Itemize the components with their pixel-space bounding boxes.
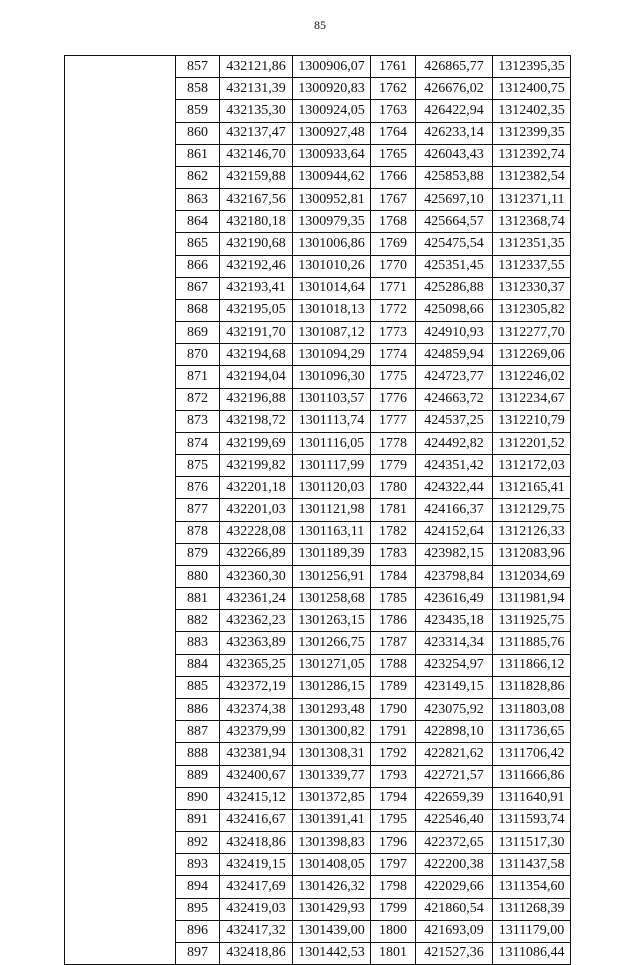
cell-point-number-left: 894 bbox=[176, 876, 220, 898]
cell-point-number-right: 1762 bbox=[371, 78, 416, 100]
cell-point-number-left: 867 bbox=[176, 277, 220, 299]
cell-point-number-right: 1782 bbox=[371, 521, 416, 543]
cell-y-right: 1312351,35 bbox=[493, 233, 571, 255]
cell-x-right: 424351,42 bbox=[416, 455, 493, 477]
cell-y-right: 1311640,91 bbox=[493, 787, 571, 809]
cell-x-left: 432360,30 bbox=[220, 565, 293, 587]
cell-point-number-left: 866 bbox=[176, 255, 220, 277]
cell-x-left: 432419,03 bbox=[220, 898, 293, 920]
cell-x-right: 425098,66 bbox=[416, 299, 493, 321]
cell-x-right: 421860,54 bbox=[416, 898, 493, 920]
cell-point-number-left: 859 bbox=[176, 100, 220, 122]
cell-point-number-right: 1772 bbox=[371, 299, 416, 321]
cell-y-right: 1312330,37 bbox=[493, 277, 571, 299]
cell-point-number-right: 1768 bbox=[371, 211, 416, 233]
cell-x-left: 432372,19 bbox=[220, 676, 293, 698]
cell-point-number-left: 865 bbox=[176, 233, 220, 255]
cell-y-right: 1312083,96 bbox=[493, 543, 571, 565]
cell-x-right: 425853,88 bbox=[416, 166, 493, 188]
cell-y-right: 1311925,75 bbox=[493, 610, 571, 632]
coordinates-table-body bbox=[65, 56, 571, 965]
cell-x-left: 432195,05 bbox=[220, 299, 293, 321]
cell-x-left: 432361,24 bbox=[220, 588, 293, 610]
cell-x-right: 422029,66 bbox=[416, 876, 493, 898]
cell-point-number-left: 877 bbox=[176, 499, 220, 521]
cell-x-right: 421527,36 bbox=[416, 942, 493, 964]
cell-x-left: 432379,99 bbox=[220, 721, 293, 743]
cell-y-right: 1312277,70 bbox=[493, 322, 571, 344]
cell-point-number-right: 1800 bbox=[371, 920, 416, 942]
cell-x-right: 425664,57 bbox=[416, 211, 493, 233]
cell-x-right: 423798,84 bbox=[416, 565, 493, 587]
cell-y-left: 1301117,99 bbox=[293, 455, 371, 477]
cell-y-left: 1301103,57 bbox=[293, 388, 371, 410]
cell-point-number-left: 896 bbox=[176, 920, 220, 942]
cell-x-right: 426233,14 bbox=[416, 122, 493, 144]
cell-point-number-left: 884 bbox=[176, 654, 220, 676]
cell-point-number-left: 888 bbox=[176, 743, 220, 765]
cell-x-right: 422200,38 bbox=[416, 854, 493, 876]
cell-x-left: 432228,08 bbox=[220, 521, 293, 543]
cell-y-left: 1301339,77 bbox=[293, 765, 371, 787]
cell-x-left: 432198,72 bbox=[220, 410, 293, 432]
cell-y-left: 1301010,26 bbox=[293, 255, 371, 277]
cell-y-right: 1312368,74 bbox=[493, 211, 571, 233]
cell-y-right: 1312269,06 bbox=[493, 344, 571, 366]
cell-x-right: 426043,43 bbox=[416, 144, 493, 166]
cell-y-left: 1301293,48 bbox=[293, 698, 371, 720]
cell-x-right: 425475,54 bbox=[416, 233, 493, 255]
cell-point-number-left: 886 bbox=[176, 698, 220, 720]
cell-point-number-left: 862 bbox=[176, 166, 220, 188]
table-row bbox=[65, 56, 571, 78]
cell-x-right: 424537,25 bbox=[416, 410, 493, 432]
cell-point-number-right: 1795 bbox=[371, 809, 416, 831]
cell-x-right: 422721,57 bbox=[416, 765, 493, 787]
cell-x-left: 432190,68 bbox=[220, 233, 293, 255]
cell-x-right: 424859,94 bbox=[416, 344, 493, 366]
cell-point-number-left: 861 bbox=[176, 144, 220, 166]
cell-x-left: 432363,89 bbox=[220, 632, 293, 654]
cell-x-right: 424723,77 bbox=[416, 366, 493, 388]
cell-y-right: 1311437,58 bbox=[493, 854, 571, 876]
cell-point-number-right: 1783 bbox=[371, 543, 416, 565]
cell-x-left: 432381,94 bbox=[220, 743, 293, 765]
cell-y-right: 1312234,67 bbox=[493, 388, 571, 410]
cell-y-right: 1311828,86 bbox=[493, 676, 571, 698]
cell-y-left: 1301263,15 bbox=[293, 610, 371, 632]
cell-x-right: 422898,10 bbox=[416, 721, 493, 743]
cell-point-number-right: 1788 bbox=[371, 654, 416, 676]
cell-point-number-right: 1775 bbox=[371, 366, 416, 388]
cell-point-number-right: 1789 bbox=[371, 676, 416, 698]
cell-y-right: 1311706,42 bbox=[493, 743, 571, 765]
cell-x-left: 432192,46 bbox=[220, 255, 293, 277]
cell-point-number-left: 869 bbox=[176, 322, 220, 344]
cell-x-right: 422821,62 bbox=[416, 743, 493, 765]
cell-point-number-right: 1796 bbox=[371, 832, 416, 854]
cell-x-left: 432194,68 bbox=[220, 344, 293, 366]
cell-x-left: 432196,88 bbox=[220, 388, 293, 410]
cell-point-number-right: 1764 bbox=[371, 122, 416, 144]
cell-y-right: 1312172,03 bbox=[493, 455, 571, 477]
cell-point-number-left: 890 bbox=[176, 787, 220, 809]
cell-y-left: 1300906,07 bbox=[293, 56, 371, 78]
cell-point-number-left: 893 bbox=[176, 854, 220, 876]
cell-y-left: 1300979,35 bbox=[293, 211, 371, 233]
cell-point-number-right: 1797 bbox=[371, 854, 416, 876]
cell-point-number-right: 1774 bbox=[371, 344, 416, 366]
cell-y-left: 1301426,32 bbox=[293, 876, 371, 898]
coordinates-table bbox=[64, 55, 571, 965]
cell-y-left: 1301271,05 bbox=[293, 654, 371, 676]
cell-point-number-right: 1779 bbox=[371, 455, 416, 477]
cell-y-right: 1311268,39 bbox=[493, 898, 571, 920]
cell-x-left: 432159,88 bbox=[220, 166, 293, 188]
cell-y-left: 1301163,11 bbox=[293, 521, 371, 543]
cell-x-left: 432362,23 bbox=[220, 610, 293, 632]
cell-x-left: 432365,25 bbox=[220, 654, 293, 676]
cell-point-number-left: 885 bbox=[176, 676, 220, 698]
cell-x-right: 424152,64 bbox=[416, 521, 493, 543]
cell-x-left: 432131,39 bbox=[220, 78, 293, 100]
cell-y-right: 1311086,44 bbox=[493, 942, 571, 964]
page-number: 85 bbox=[314, 18, 326, 32]
cell-y-left: 1300933,64 bbox=[293, 144, 371, 166]
cell-y-right: 1312305,82 bbox=[493, 299, 571, 321]
cell-x-left: 432193,41 bbox=[220, 277, 293, 299]
cell-point-number-right: 1787 bbox=[371, 632, 416, 654]
cell-point-number-left: 876 bbox=[176, 477, 220, 499]
cell-point-number-right: 1766 bbox=[371, 166, 416, 188]
cell-y-right: 1312201,52 bbox=[493, 432, 571, 454]
cell-y-right: 1312402,35 bbox=[493, 100, 571, 122]
cell-x-right: 423149,15 bbox=[416, 676, 493, 698]
cell-point-number-left: 864 bbox=[176, 211, 220, 233]
cell-point-number-right: 1780 bbox=[371, 477, 416, 499]
cell-point-number-left: 882 bbox=[176, 610, 220, 632]
cell-point-number-right: 1792 bbox=[371, 743, 416, 765]
cell-x-left: 432400,67 bbox=[220, 765, 293, 787]
cell-y-left: 1301096,30 bbox=[293, 366, 371, 388]
cell-point-number-left: 880 bbox=[176, 565, 220, 587]
cell-point-number-right: 1798 bbox=[371, 876, 416, 898]
cell-point-number-right: 1786 bbox=[371, 610, 416, 632]
cell-x-left: 432146,70 bbox=[220, 144, 293, 166]
cell-point-number-left: 870 bbox=[176, 344, 220, 366]
cell-y-left: 1301094,29 bbox=[293, 344, 371, 366]
cell-x-right: 424910,93 bbox=[416, 322, 493, 344]
cell-point-number-left: 863 bbox=[176, 189, 220, 211]
cell-y-left: 1300944,62 bbox=[293, 166, 371, 188]
cell-point-number-right: 1767 bbox=[371, 189, 416, 211]
cell-y-left: 1301256,91 bbox=[293, 565, 371, 587]
cell-x-right: 422659,39 bbox=[416, 787, 493, 809]
cell-y-right: 1312126,33 bbox=[493, 521, 571, 543]
cell-y-left: 1301439,00 bbox=[293, 920, 371, 942]
cell-y-left: 1300924,05 bbox=[293, 100, 371, 122]
cell-y-left: 1301308,31 bbox=[293, 743, 371, 765]
cell-point-number-right: 1769 bbox=[371, 233, 416, 255]
cell-x-right: 424166,37 bbox=[416, 499, 493, 521]
cell-y-left: 1301121,98 bbox=[293, 499, 371, 521]
cell-point-number-left: 889 bbox=[176, 765, 220, 787]
cell-y-left: 1301286,15 bbox=[293, 676, 371, 698]
cell-point-number-left: 873 bbox=[176, 410, 220, 432]
cell-y-right: 1312392,74 bbox=[493, 144, 571, 166]
cell-y-left: 1300952,81 bbox=[293, 189, 371, 211]
cell-x-left: 432415,12 bbox=[220, 787, 293, 809]
cell-x-right: 423616,49 bbox=[416, 588, 493, 610]
cell-x-right: 422546,40 bbox=[416, 809, 493, 831]
cell-y-left: 1301266,75 bbox=[293, 632, 371, 654]
cell-y-right: 1312337,55 bbox=[493, 255, 571, 277]
cell-y-left: 1301398,83 bbox=[293, 832, 371, 854]
cell-y-left: 1301014,64 bbox=[293, 277, 371, 299]
cell-point-number-left: 897 bbox=[176, 942, 220, 964]
cell-x-left: 432416,67 bbox=[220, 809, 293, 831]
cell-y-right: 1312165,41 bbox=[493, 477, 571, 499]
cell-y-right: 1311354,60 bbox=[493, 876, 571, 898]
cell-point-number-right: 1765 bbox=[371, 144, 416, 166]
cell-point-number-right: 1790 bbox=[371, 698, 416, 720]
cell-y-right: 1311981,94 bbox=[493, 588, 571, 610]
cell-point-number-left: 871 bbox=[176, 366, 220, 388]
cell-x-right: 426676,02 bbox=[416, 78, 493, 100]
cell-x-right: 422372,65 bbox=[416, 832, 493, 854]
cell-x-left: 432135,30 bbox=[220, 100, 293, 122]
cell-x-left: 432194,04 bbox=[220, 366, 293, 388]
cell-y-right: 1312129,75 bbox=[493, 499, 571, 521]
cell-x-left: 432266,89 bbox=[220, 543, 293, 565]
cell-y-right: 1311803,08 bbox=[493, 698, 571, 720]
cell-x-left: 432419,15 bbox=[220, 854, 293, 876]
cell-point-number-left: 879 bbox=[176, 543, 220, 565]
cell-x-right: 423435,18 bbox=[416, 610, 493, 632]
cell-y-right: 1311517,30 bbox=[493, 832, 571, 854]
cell-y-right: 1312382,54 bbox=[493, 166, 571, 188]
cell-point-number-right: 1801 bbox=[371, 942, 416, 964]
cell-point-number-right: 1778 bbox=[371, 432, 416, 454]
cell-y-left: 1301018,13 bbox=[293, 299, 371, 321]
cell-point-number-right: 1784 bbox=[371, 565, 416, 587]
cell-x-right: 426422,94 bbox=[416, 100, 493, 122]
cell-point-number-left: 892 bbox=[176, 832, 220, 854]
cell-y-right: 1311885,76 bbox=[493, 632, 571, 654]
cell-point-number-right: 1776 bbox=[371, 388, 416, 410]
cell-y-left: 1301391,41 bbox=[293, 809, 371, 831]
cell-point-number-right: 1777 bbox=[371, 410, 416, 432]
cell-y-left: 1301120,03 bbox=[293, 477, 371, 499]
cell-x-left: 432191,70 bbox=[220, 322, 293, 344]
cell-point-number-right: 1773 bbox=[371, 322, 416, 344]
cell-x-right: 424492,82 bbox=[416, 432, 493, 454]
cell-y-right: 1312371,11 bbox=[493, 189, 571, 211]
cell-point-number-right: 1761 bbox=[371, 56, 416, 78]
cell-point-number-right: 1770 bbox=[371, 255, 416, 277]
cell-point-number-left: 895 bbox=[176, 898, 220, 920]
cell-y-right: 1311179,00 bbox=[493, 920, 571, 942]
cell-x-right: 421693,09 bbox=[416, 920, 493, 942]
cell-x-left: 432418,86 bbox=[220, 832, 293, 854]
cell-point-number-left: 860 bbox=[176, 122, 220, 144]
cell-y-left: 1301087,12 bbox=[293, 322, 371, 344]
cell-point-number-right: 1794 bbox=[371, 787, 416, 809]
cell-x-left: 432121,86 bbox=[220, 56, 293, 78]
cell-point-number-right: 1771 bbox=[371, 277, 416, 299]
cell-point-number-left: 857 bbox=[176, 56, 220, 78]
cell-point-number-left: 881 bbox=[176, 588, 220, 610]
cell-x-left: 432417,69 bbox=[220, 876, 293, 898]
cell-x-left: 432199,82 bbox=[220, 455, 293, 477]
cell-y-right: 1312400,75 bbox=[493, 78, 571, 100]
cell-point-number-left: 875 bbox=[176, 455, 220, 477]
cell-x-right: 423982,15 bbox=[416, 543, 493, 565]
cell-y-left: 1301408,05 bbox=[293, 854, 371, 876]
cell-y-right: 1312210,79 bbox=[493, 410, 571, 432]
blank-merged-cell bbox=[65, 56, 176, 965]
cell-y-left: 1301258,68 bbox=[293, 588, 371, 610]
cell-y-right: 1311736,65 bbox=[493, 721, 571, 743]
cell-x-left: 432180,18 bbox=[220, 211, 293, 233]
cell-x-right: 423314,34 bbox=[416, 632, 493, 654]
cell-y-left: 1301372,85 bbox=[293, 787, 371, 809]
cell-y-right: 1312034,69 bbox=[493, 565, 571, 587]
cell-y-left: 1301116,05 bbox=[293, 432, 371, 454]
cell-x-right: 425286,88 bbox=[416, 277, 493, 299]
cell-y-left: 1300920,83 bbox=[293, 78, 371, 100]
cell-point-number-left: 858 bbox=[176, 78, 220, 100]
cell-x-left: 432167,56 bbox=[220, 189, 293, 211]
cell-point-number-right: 1791 bbox=[371, 721, 416, 743]
cell-x-right: 423075,92 bbox=[416, 698, 493, 720]
cell-x-right: 424322,44 bbox=[416, 477, 493, 499]
cell-point-number-left: 883 bbox=[176, 632, 220, 654]
cell-x-right: 423254,97 bbox=[416, 654, 493, 676]
cell-x-right: 425351,45 bbox=[416, 255, 493, 277]
cell-point-number-right: 1763 bbox=[371, 100, 416, 122]
cell-point-number-left: 868 bbox=[176, 299, 220, 321]
cell-y-left: 1300927,48 bbox=[293, 122, 371, 144]
cell-x-left: 432137,47 bbox=[220, 122, 293, 144]
cell-y-right: 1311666,86 bbox=[493, 765, 571, 787]
cell-point-number-right: 1785 bbox=[371, 588, 416, 610]
cell-point-number-left: 887 bbox=[176, 721, 220, 743]
cell-y-left: 1301300,82 bbox=[293, 721, 371, 743]
cell-y-right: 1312246,02 bbox=[493, 366, 571, 388]
cell-x-right: 424663,72 bbox=[416, 388, 493, 410]
cell-point-number-left: 872 bbox=[176, 388, 220, 410]
cell-y-right: 1312399,35 bbox=[493, 122, 571, 144]
cell-y-left: 1301442,53 bbox=[293, 942, 371, 964]
cell-x-left: 432201,03 bbox=[220, 499, 293, 521]
cell-x-right: 425697,10 bbox=[416, 189, 493, 211]
cell-x-left: 432417,32 bbox=[220, 920, 293, 942]
cell-x-left: 432199,69 bbox=[220, 432, 293, 454]
cell-point-number-left: 878 bbox=[176, 521, 220, 543]
cell-y-right: 1311593,74 bbox=[493, 809, 571, 831]
cell-y-right: 1312395,35 bbox=[493, 56, 571, 78]
cell-point-number-right: 1793 bbox=[371, 765, 416, 787]
cell-x-right: 426865,77 bbox=[416, 56, 493, 78]
cell-point-number-right: 1799 bbox=[371, 898, 416, 920]
cell-point-number-left: 874 bbox=[176, 432, 220, 454]
cell-y-right: 1311866,12 bbox=[493, 654, 571, 676]
cell-y-left: 1301006,86 bbox=[293, 233, 371, 255]
cell-x-left: 432374,38 bbox=[220, 698, 293, 720]
cell-y-left: 1301189,39 bbox=[293, 543, 371, 565]
cell-x-left: 432418,86 bbox=[220, 942, 293, 964]
cell-x-left: 432201,18 bbox=[220, 477, 293, 499]
cell-point-number-right: 1781 bbox=[371, 499, 416, 521]
cell-y-left: 1301429,93 bbox=[293, 898, 371, 920]
cell-point-number-left: 891 bbox=[176, 809, 220, 831]
cell-y-left: 1301113,74 bbox=[293, 410, 371, 432]
